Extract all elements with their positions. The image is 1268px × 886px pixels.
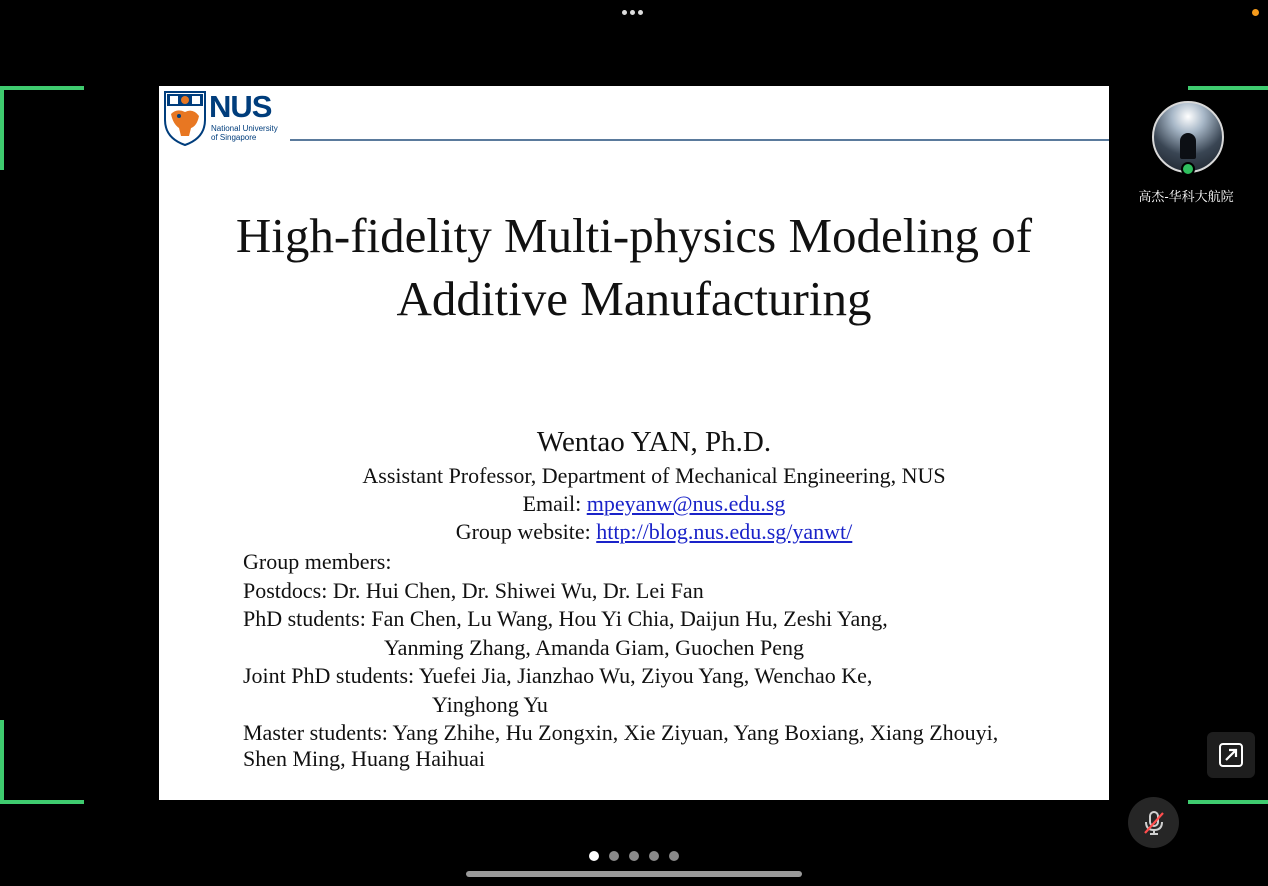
- members-heading: Group members:: [243, 549, 392, 574]
- members-master-line1: Master students: Yang Zhihe, Hu Zongxin, Xie Ziyuan, Yang Boxiang, Xiang Zhouyi,: [243, 720, 999, 745]
- nus-logo-subtitle-line1: National University: [211, 124, 278, 133]
- author-position: Assistant Professor, Department of Mechanical Engineering, NUS: [362, 463, 946, 488]
- page-dot-4[interactable]: [649, 851, 659, 861]
- email-line: [159, 491, 1149, 517]
- website-line: [159, 519, 1149, 545]
- website-label: Group website:: [455, 519, 597, 544]
- participant-name: 高杰-华科大航院: [1138, 189, 1234, 204]
- home-indicator-bar[interactable]: [466, 871, 802, 877]
- page-dot-1[interactable]: [589, 851, 599, 861]
- participant-mic-icon: [1181, 162, 1195, 176]
- page-dot-2[interactable]: [609, 851, 619, 861]
- focus-bracket-bottom-left: [0, 720, 84, 804]
- page-indicator[interactable]: [589, 851, 679, 861]
- email-link[interactable]: mpeyanw@nus.edu.sg: [586, 491, 786, 516]
- members-master-line2: Shen Ming, Huang Haihuai: [243, 745, 485, 771]
- nus-logo-subtitle-line2: of Singapore: [211, 133, 257, 142]
- members-postdocs: Postdocs: Dr. Hui Chen, Dr. Shiwei Wu, Dr. Lei Fan: [243, 577, 704, 603]
- shared-slide: [159, 86, 1109, 800]
- focus-bracket-top-left: [0, 86, 84, 170]
- website-link[interactable]: http://blog.nus.edu.sg/yanwt/: [596, 519, 853, 544]
- email-label: Email:: [522, 491, 587, 516]
- author-name: Wentao YAN, Ph.D.: [536, 426, 772, 458]
- members-joint-line2: Yinghong Yu: [432, 691, 548, 717]
- slide-title-line2: Additive Manufacturing: [396, 271, 872, 326]
- slide-title: [159, 204, 1109, 330]
- slide-title-line1: High-fidelity Multi-physics Modeling of: [235, 208, 1033, 263]
- page-dot-3[interactable]: [629, 851, 639, 861]
- members-joint-line1: Joint PhD students: Yuefei Jia, Jianzhao Wu, Ziyou Yang, Wenchao Ke,: [243, 663, 873, 688]
- nus-logo-subtitle: [211, 124, 291, 142]
- page-dot-5[interactable]: [669, 851, 679, 861]
- mute-microphone-button[interactable]: [1128, 797, 1179, 848]
- nus-logo-wordmark: NUS: [209, 89, 272, 124]
- members-phd-line2: Yanming Zhang, Amanda Giam, Guochen Peng: [384, 634, 804, 660]
- group-members: [243, 548, 998, 770]
- mic-muted-icon: [1142, 810, 1166, 836]
- members-phd-line1: PhD students: Fan Chen, Lu Wang, Hou Yi Chia, Daijun Hu, Zeshi Yang,: [243, 606, 888, 631]
- expand-icon: [1218, 742, 1244, 768]
- header-rule: [290, 139, 1109, 141]
- picture-in-picture-button[interactable]: [1207, 732, 1255, 778]
- status-indicator-dot: [1252, 9, 1259, 16]
- nus-crest-icon: [163, 90, 207, 146]
- avatar-person-silhouette: [1180, 133, 1196, 159]
- more-options-icon[interactable]: [622, 10, 643, 15]
- nus-logo: [163, 90, 291, 148]
